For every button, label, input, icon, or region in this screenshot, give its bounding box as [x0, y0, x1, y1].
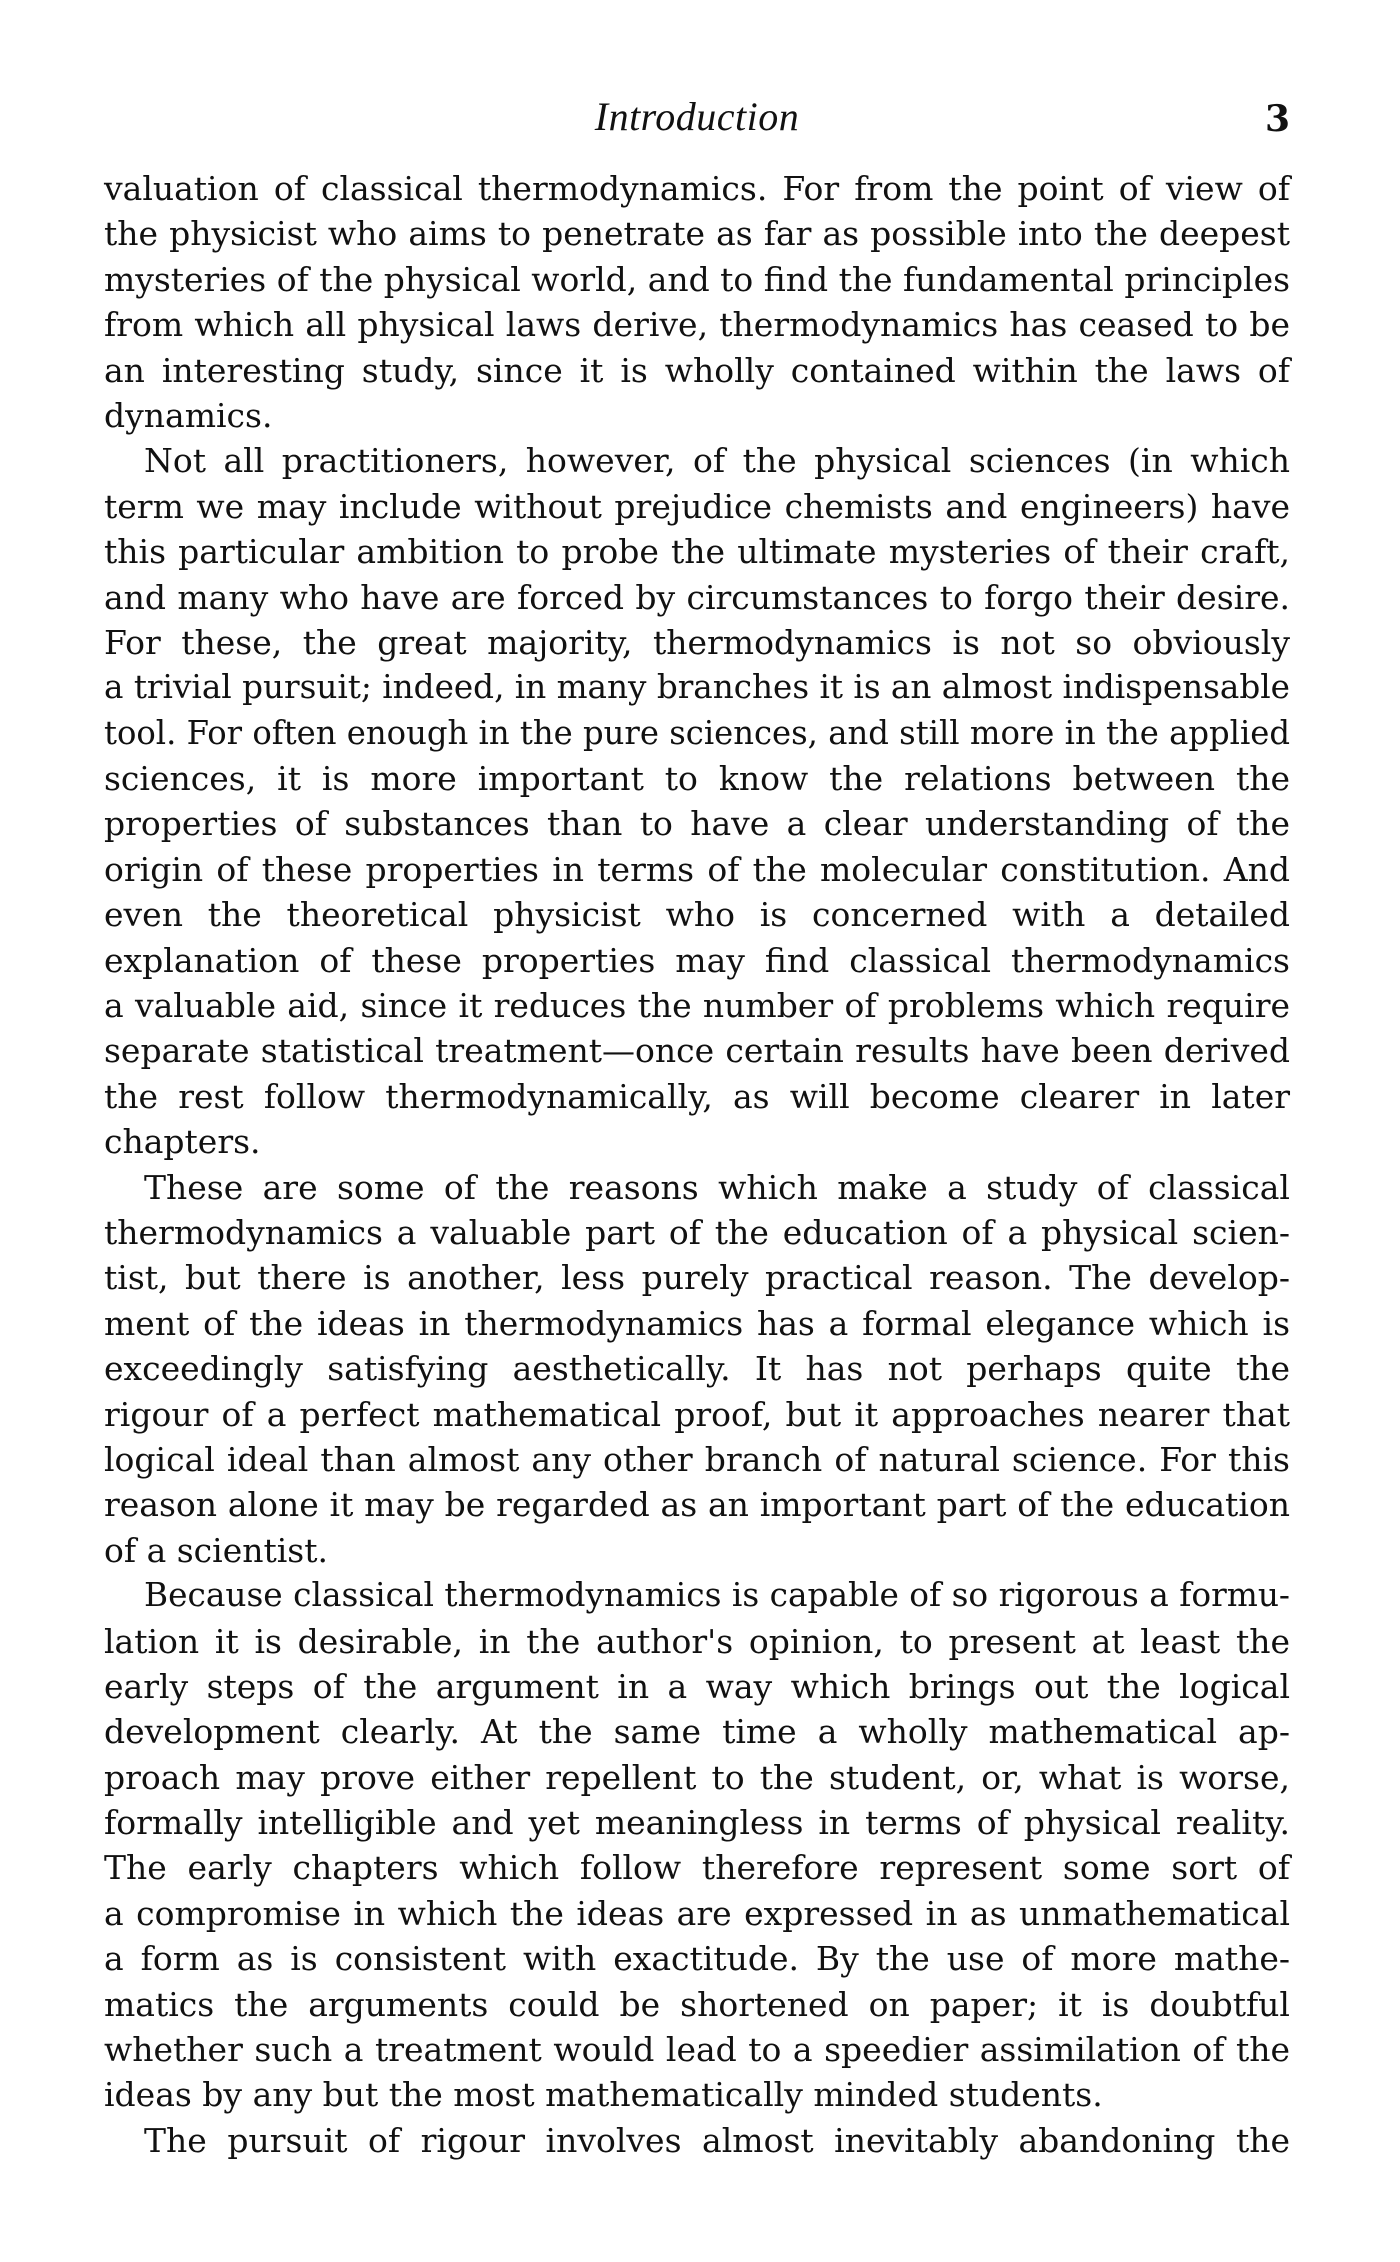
- paragraph: [104, 166, 1290, 438]
- text-line: valuation of classical thermodynamics. For from the point of view of: [104, 169, 1290, 208]
- text-line: origin of these properties in terms of the molecular constitution. And: [104, 849, 1290, 889]
- text-line: a form as is consistent with exactitude. By the use of more mathe-: [104, 1939, 1290, 1979]
- text-line: For these, the great majority, thermodynamics is not so obviously: [104, 622, 1290, 662]
- body-text: [104, 166, 1290, 2163]
- text-line: chapters.: [104, 1122, 261, 1162]
- text-line: tist, but there is another, less purely practical reason. The develop-: [104, 1258, 1290, 1298]
- text-line: rigour of a perfect mathematical proof, but it approaches nearer that: [104, 1394, 1290, 1434]
- text-line: These are some of the reasons which make a study of classical: [144, 1167, 1290, 1207]
- text-line: lation it is desirable, in the author's opinion, to present at least the: [104, 1621, 1290, 1661]
- paragraph: [104, 1573, 1290, 2118]
- text-line: whether such a treatment would lead to a speedier assimilation of the: [104, 2030, 1290, 2070]
- text-line: explanation of these properties may find classical thermodynamics: [104, 940, 1290, 980]
- text-line: thermodynamics a valuable part of the education of a physical scien-: [104, 1212, 1290, 1252]
- text-line: sciences, it is more important to know the relations between the: [104, 759, 1290, 799]
- text-line: the physicist who aims to penetrate as far as possible into the deepest: [104, 214, 1290, 254]
- paragraph: [104, 1165, 1290, 1574]
- text-line: a trivial pursuit; indeed, in many branches it is an almost indispensable: [104, 668, 1290, 707]
- text-line: separate statistical treatment—once certain results have been derived: [104, 1031, 1290, 1071]
- text-line: a compromise in which the ideas are expressed in as unmathematical: [104, 1893, 1290, 1933]
- text-line: even the theoretical physicist who is concerned with a detailed: [104, 895, 1290, 935]
- paragraph: [104, 2118, 1290, 2163]
- text-line: reason alone it may be regarded as an important part of the education: [104, 1485, 1290, 1525]
- text-line: the rest follow thermodynamically, as will become clearer in later: [104, 1076, 1290, 1116]
- text-line: from which all physical laws derive, thermodynamics has ceased to be: [104, 305, 1290, 345]
- text-line: term we may include without prejudice chemists and engineers) have: [104, 486, 1290, 526]
- text-line: mysteries of the physical world, and to find the fundamental principles: [104, 259, 1290, 299]
- text-line: formally intelligible and yet meaningless in terms of physical reality.: [104, 1803, 1290, 1843]
- text-line: development clearly. At the same time a wholly mathematical ap-: [104, 1712, 1290, 1752]
- text-line: properties of substances than to have a clear understanding of the: [104, 804, 1290, 844]
- text-line: and many who have are forced by circumstances to forgo their desire.: [104, 577, 1290, 617]
- text-line: Because classical thermodynamics is capable of so rigorous a formu-: [144, 1576, 1290, 1615]
- text-line: tool. For often enough in the pure sciences, and still more in the applied: [104, 713, 1290, 752]
- paragraph: [104, 438, 1290, 1164]
- text-line: Not all practitioners, however, of the physical sciences (in which: [144, 441, 1290, 481]
- text-line: an interesting study, since it is wholly contained within the laws of: [104, 350, 1290, 390]
- text-line: this particular ambition to probe the ultimate mysteries of their craft,: [104, 532, 1290, 572]
- page-number: 3: [1264, 98, 1290, 140]
- text-line: proach may prove either repellent to the student, or, what is worse,: [104, 1757, 1290, 1797]
- text-line: ment of the ideas in thermodynamics has a formal elegance which is: [104, 1303, 1290, 1343]
- text-line: matics the arguments could be shortened on paper; it is doubtful: [104, 1984, 1290, 2024]
- text-line: of a scientist.: [104, 1530, 328, 1570]
- text-line: a valuable aid, since it reduces the number of problems which require: [104, 986, 1290, 1026]
- running-title: Introduction: [594, 94, 800, 139]
- text-line: The early chapters which follow therefore represent some sort of: [104, 1848, 1290, 1888]
- text-line: early steps of the argument in a way which brings out the logical: [104, 1666, 1290, 1706]
- running-header: [104, 92, 1290, 142]
- text-line: The pursuit of rigour involves almost inevitably abandoning the: [144, 2120, 1290, 2160]
- text-line: logical ideal than almost any other branch of natural science. For this: [104, 1439, 1290, 1479]
- text-line: exceedingly satisfying aesthetically. It has not perhaps quite the: [104, 1349, 1290, 1389]
- text-line: dynamics.: [104, 395, 273, 435]
- text-line: ideas by any but the most mathematically minded students.: [104, 2075, 1103, 2115]
